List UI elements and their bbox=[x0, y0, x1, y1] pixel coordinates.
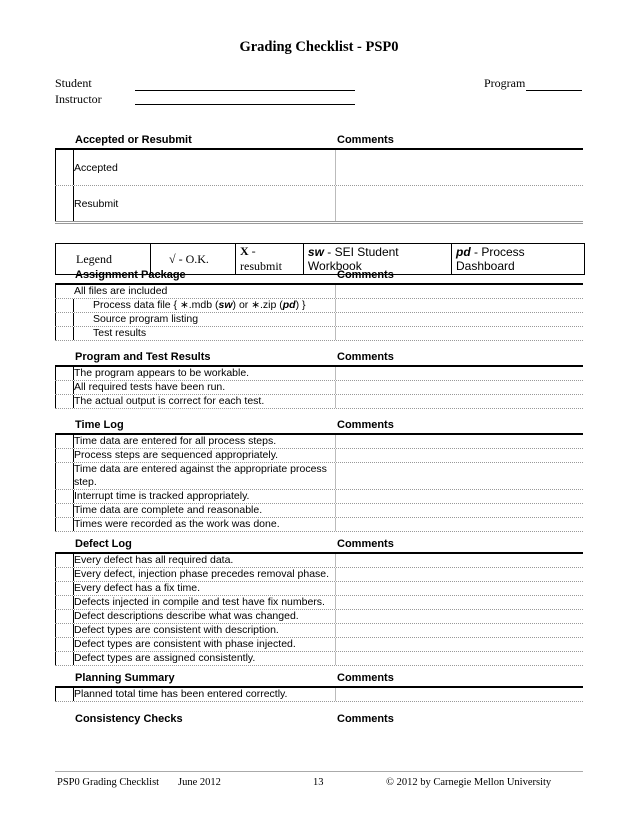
row-text: Time data are entered for all process steps. bbox=[74, 435, 277, 447]
row-text: Defect types are assigned consistently. bbox=[74, 652, 256, 664]
comment-cell[interactable] bbox=[335, 582, 583, 595]
row-text: Time data are complete and reasonable. bbox=[74, 504, 263, 516]
row-checkbox[interactable] bbox=[55, 449, 74, 462]
table-row bbox=[55, 285, 583, 299]
table-row bbox=[55, 299, 583, 313]
table-row bbox=[55, 435, 583, 449]
defect-log-table bbox=[55, 552, 583, 666]
resubmit-row bbox=[55, 186, 583, 221]
row-checkbox[interactable] bbox=[55, 299, 74, 312]
comment-cell[interactable] bbox=[335, 652, 583, 665]
row-text: Times were recorded as the work was done. bbox=[74, 518, 280, 530]
row-text: Planned total time has been entered correctly. bbox=[74, 688, 288, 700]
comment-cell[interactable] bbox=[335, 327, 583, 340]
comment-cell[interactable] bbox=[335, 568, 583, 581]
resubmit-checkbox[interactable] bbox=[55, 186, 74, 221]
row-checkbox[interactable] bbox=[55, 504, 74, 517]
legend-resubmit-text: - resubmit bbox=[240, 244, 282, 273]
planning-table bbox=[55, 686, 583, 702]
legend-sw-text: - SEI Student Workbook bbox=[307, 245, 399, 273]
row-checkbox[interactable] bbox=[55, 327, 74, 340]
table-row bbox=[55, 582, 583, 596]
assignment-table bbox=[55, 283, 583, 341]
row-checkbox[interactable] bbox=[55, 638, 74, 651]
legend-x: X bbox=[240, 244, 249, 258]
comment-cell[interactable] bbox=[335, 299, 583, 312]
comment-cell[interactable] bbox=[335, 554, 583, 567]
consistency-comments-heading: Comments bbox=[337, 713, 394, 725]
comment-cell[interactable] bbox=[335, 490, 583, 503]
row-checkbox[interactable] bbox=[55, 313, 74, 326]
table-row bbox=[55, 610, 583, 624]
table-row bbox=[55, 449, 583, 463]
program-field[interactable] bbox=[526, 90, 582, 91]
resubmit-label: Resubmit bbox=[74, 198, 119, 210]
footer-copyright: © 2012 by Carnegie Mellon University bbox=[386, 777, 552, 788]
program-test-table bbox=[55, 365, 583, 409]
comment-cell[interactable] bbox=[335, 463, 583, 489]
comment-cell[interactable] bbox=[335, 610, 583, 623]
instructor-label: Instructor bbox=[55, 92, 102, 106]
row-text: Every defect has all required data. bbox=[74, 554, 234, 566]
row-checkbox[interactable] bbox=[55, 463, 74, 489]
page-title: Grading Checklist - PSP0 bbox=[239, 39, 399, 55]
row-text: All required tests have been run. bbox=[74, 381, 226, 393]
comment-cell[interactable] bbox=[335, 624, 583, 637]
comment-cell[interactable] bbox=[335, 638, 583, 651]
defect-log-comments-heading: Comments bbox=[337, 538, 394, 550]
accepted-comment-cell[interactable] bbox=[335, 150, 583, 185]
program-test-comments-heading: Comments bbox=[337, 351, 394, 363]
comment-cell[interactable] bbox=[335, 367, 583, 380]
row-checkbox[interactable] bbox=[55, 624, 74, 637]
time-log-table bbox=[55, 433, 583, 532]
legend-pd bbox=[451, 244, 584, 275]
comment-cell[interactable] bbox=[335, 504, 583, 517]
legend-sw-abbr: sw bbox=[307, 245, 324, 259]
row-text: Time data are entered against the appropriate process step. bbox=[74, 463, 327, 488]
table-row bbox=[55, 554, 583, 568]
comment-cell[interactable] bbox=[335, 596, 583, 609]
footer-doc: PSP0 Grading Checklist bbox=[57, 777, 160, 788]
comment-cell[interactable] bbox=[335, 449, 583, 462]
row-checkbox[interactable] bbox=[55, 490, 74, 503]
accepted-row bbox=[55, 150, 583, 186]
accepted-label: Accepted bbox=[74, 162, 118, 174]
table-row bbox=[55, 367, 583, 381]
legend-label: Legend bbox=[56, 244, 151, 275]
table-row bbox=[55, 518, 583, 532]
row-text: The actual output is correct for each test. bbox=[74, 395, 265, 407]
row-checkbox[interactable] bbox=[55, 518, 74, 531]
comment-cell[interactable] bbox=[335, 285, 583, 298]
table-row bbox=[55, 327, 583, 341]
row-checkbox[interactable] bbox=[55, 582, 74, 595]
footer-date: June 2012 bbox=[178, 777, 221, 788]
row-text: All files are included bbox=[74, 285, 168, 297]
accepted-checkbox[interactable] bbox=[55, 150, 74, 185]
comment-cell[interactable] bbox=[335, 518, 583, 531]
time-log-comments-heading: Comments bbox=[337, 419, 394, 431]
table-row bbox=[55, 395, 583, 409]
accepted-comments-heading: Comments bbox=[337, 134, 394, 146]
table-row bbox=[55, 568, 583, 582]
row-checkbox[interactable] bbox=[55, 688, 74, 701]
row-checkbox[interactable] bbox=[55, 435, 74, 448]
time-log-heading: Time Log bbox=[75, 419, 124, 431]
assignment-heading: Assignment Package bbox=[75, 269, 186, 281]
program-label: Program bbox=[484, 76, 526, 90]
student-label: Student bbox=[55, 76, 92, 90]
row-text: Test results bbox=[93, 327, 147, 339]
table-row bbox=[55, 596, 583, 610]
row-checkbox[interactable] bbox=[55, 652, 74, 665]
row-text: Defect descriptions describe what was changed. bbox=[74, 610, 299, 622]
row-text: Defects injected in compile and test have fix numbers. bbox=[74, 596, 325, 608]
table-row bbox=[55, 504, 583, 518]
row-checkbox[interactable] bbox=[55, 610, 74, 623]
row-text: Every defect, injection phase precedes removal phase. bbox=[74, 568, 330, 580]
table-row bbox=[55, 688, 583, 702]
table-row bbox=[55, 381, 583, 395]
legend-pd-abbr: pd bbox=[455, 245, 471, 259]
row-text: Source program listing bbox=[93, 313, 199, 325]
comment-cell[interactable] bbox=[335, 395, 583, 408]
comment-cell[interactable] bbox=[335, 688, 583, 701]
row-checkbox[interactable] bbox=[55, 395, 74, 408]
legend-pd-text: - Process Dashboard bbox=[455, 245, 525, 273]
row-checkbox[interactable] bbox=[55, 381, 74, 394]
planning-heading: Planning Summary bbox=[75, 672, 175, 684]
table-row bbox=[55, 624, 583, 638]
footer-page-number: 13 bbox=[313, 777, 324, 788]
planning-comments-heading: Comments bbox=[337, 672, 394, 684]
legend-ok: √ - O.K. bbox=[151, 244, 236, 275]
table-row bbox=[55, 463, 583, 490]
resubmit-comment-cell[interactable] bbox=[335, 186, 583, 221]
comment-cell[interactable] bbox=[335, 381, 583, 394]
assignment-comments-heading: Comments bbox=[337, 269, 394, 281]
table-row bbox=[55, 638, 583, 652]
row-text: Process data file { ∗.mdb (sw) or ∗.zip (pd) } bbox=[93, 299, 306, 311]
table-row bbox=[55, 313, 583, 327]
row-text: The program appears to be workable. bbox=[74, 367, 250, 379]
defect-log-heading: Defect Log bbox=[75, 538, 132, 550]
accepted-heading: Accepted or Resubmit bbox=[75, 134, 192, 146]
row-checkbox[interactable] bbox=[55, 554, 74, 567]
accepted-table bbox=[55, 148, 583, 224]
row-checkbox[interactable] bbox=[55, 285, 73, 298]
comment-cell[interactable] bbox=[335, 435, 583, 448]
row-checkbox[interactable] bbox=[55, 367, 74, 380]
row-checkbox[interactable] bbox=[55, 568, 74, 581]
student-field[interactable] bbox=[135, 90, 355, 91]
row-checkbox[interactable] bbox=[55, 596, 74, 609]
consistency-heading: Consistency Checks bbox=[75, 713, 183, 725]
comment-cell[interactable] bbox=[335, 313, 583, 326]
program-test-heading: Program and Test Results bbox=[75, 351, 211, 363]
row-text: Every defect has a fix time. bbox=[74, 582, 201, 594]
table-row bbox=[55, 490, 583, 504]
table-row bbox=[55, 652, 583, 666]
legend-resubmit bbox=[236, 244, 304, 275]
footer-rule bbox=[55, 771, 583, 772]
row-text: Interrupt time is tracked appropriately. bbox=[74, 490, 250, 502]
instructor-field[interactable] bbox=[135, 104, 355, 105]
row-text: Defect types are consistent with phase injected. bbox=[74, 638, 296, 650]
row-text: Process steps are sequenced appropriately. bbox=[74, 449, 279, 461]
row-text: Defect types are consistent with description. bbox=[74, 624, 279, 636]
